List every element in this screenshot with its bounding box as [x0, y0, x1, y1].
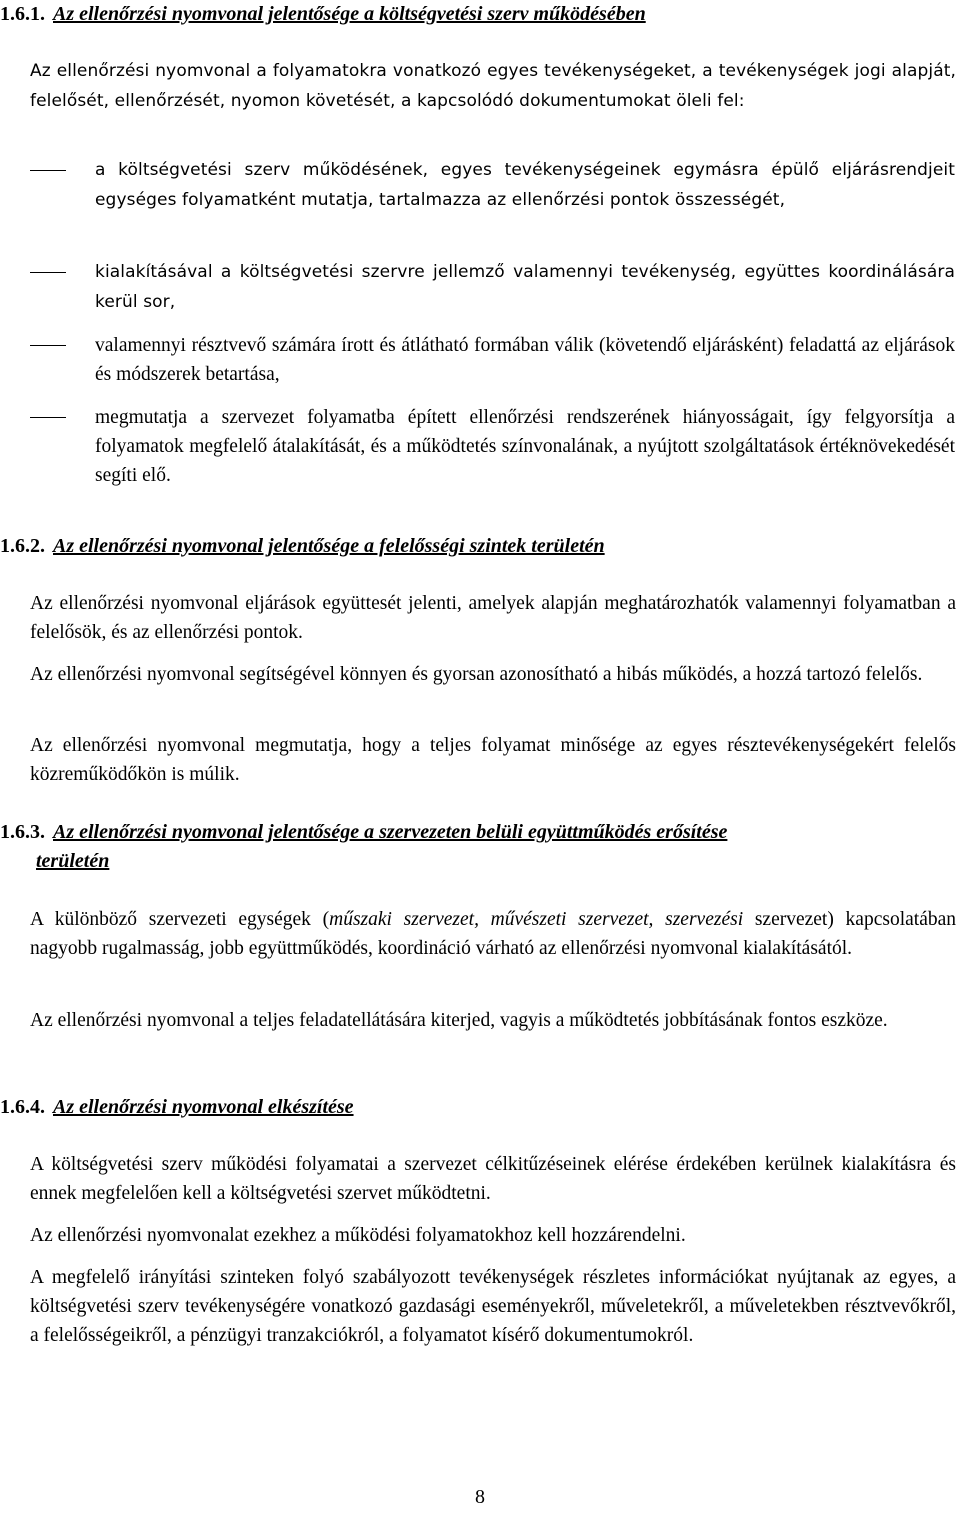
list-item-text: megmutatja a szervezet folyamatba épített ellenőrzési rendszerének hiányosságait, így felgyorsítja a folyamatok megfelelő átalakítását, és a működtetés színvonalának, a nyújtott szolgáltatások értéknövekedését segíti elő.: [95, 407, 955, 486]
section-number: 1.6.1.: [0, 3, 45, 25]
paragraph: A költségvetési szerv működési folyamatai a szervezet célkitűzéseinek elérése érdekében kerülnek kialakításra és ennek megfelelően kell a költségvetési szervet működtetni.: [30, 1154, 956, 1204]
section-heading-1-6-2: [0, 532, 956, 561]
paragraph: Az ellenőrzési nyomvonalat ezekhez a működési folyamatokhoz kell hozzárendelni.: [30, 1225, 686, 1246]
section-heading-1-6-4: [0, 1093, 956, 1122]
paragraph-italic-part: műszaki szervezet, művészeti szervezet, szervezési: [329, 909, 744, 930]
section-number: 1.6.4.: [0, 1096, 45, 1118]
section-title-line-2: területén: [36, 850, 110, 872]
paragraph: Az ellenőrzési nyomvonal segítségével könnyen és gyorsan azonosítható a hibás működés, a hozzá tartozó felelős.: [30, 664, 923, 685]
paragraph-part: szervezet) kapcsolatában nagyobb rugalmasság, jobb együttműködés, koordináció várható az ellenőrzési nyomvonal kialakításától.: [30, 909, 956, 959]
list-item-text: valamennyi résztvevő számára írott és átlátható formában válik (követendő eljárásként) feladattá az eljárások és módszerek betartása,: [95, 335, 955, 385]
paragraph: Az ellenőrzési nyomvonal megmutatja, hogy a teljes folyamat minősége az egyes résztevékenységekért felelős közreműködőkön is múlik.: [30, 735, 956, 785]
section-title-line-1: Az ellenőrzési nyomvonal jelentősége a szervezeten belüli együttműködés erősítése: [53, 821, 728, 843]
section-number: 1.6.3.: [0, 821, 45, 843]
page-number: 8: [475, 1486, 485, 1508]
dash-bullet-icon: [30, 345, 66, 346]
section-title: Az ellenőrzési nyomvonal jelentősége a költségvetési szerv működésében: [53, 3, 646, 25]
section-heading-1-6-1: [0, 0, 956, 29]
paragraph: A megfelelő irányítási szinteken folyó szabályozott tevékenységek részletes információkat nyújtanak az egyes, a költségvetési szerv tevékenységére vonatkozó gazdasági eseményekről, műveletekről, a műveletekben résztvevőkről, a felelősségeikről, a pénzügyi tranzakciókról, a folyamatot kísérő dokumentumokról.: [30, 1267, 956, 1346]
section-title: Az ellenőrzési nyomvonal elkészítése: [53, 1096, 354, 1118]
section-number: 1.6.2.: [0, 535, 45, 557]
paragraph-part: A különböző szervezeti egységek (: [30, 909, 330, 930]
dash-bullet-icon: [30, 272, 66, 273]
dash-bullet-icon: [30, 417, 66, 418]
section-heading-1-6-3-continued: [36, 847, 956, 876]
paragraph-intro: Az ellenőrzési nyomvonal a folyamatokra vonatkozó egyes tevékenységeket, a tevékenységek jogi alapját, felelősét, ellenőrzését, nyomon követését, a kapcsolódó dokumentumokat öleli fel:: [30, 61, 956, 111]
list-item-text: a költségvetési szerv működésének, egyes tevékenységeinek egymásra épülő eljárásrendjeit egységes folyamatként mutatja, tartalmazza az ellenőrzési pontok összességét,: [95, 160, 955, 210]
paragraph: [30, 905, 956, 963]
section-title: Az ellenőrzési nyomvonal jelentősége a felelősségi szintek területén: [53, 535, 605, 557]
dash-bullet-icon: [30, 170, 66, 171]
paragraph: Az ellenőrzési nyomvonal eljárások együttesét jelenti, amelyek alapján meghatározhatók valamennyi folyamatban a felelősök, és az ellenőrzési pontok.: [30, 593, 956, 643]
list-item-text: kialakításával a költségvetési szervre jellemző valamennyi tevékenység, együttes koordinálására kerül sor,: [95, 262, 955, 312]
section-heading-1-6-3: [0, 818, 956, 847]
paragraph: Az ellenőrzési nyomvonal a teljes feladatellátására kiterjed, vagyis a működtetés jobbításának fontos eszköze.: [30, 1010, 888, 1031]
